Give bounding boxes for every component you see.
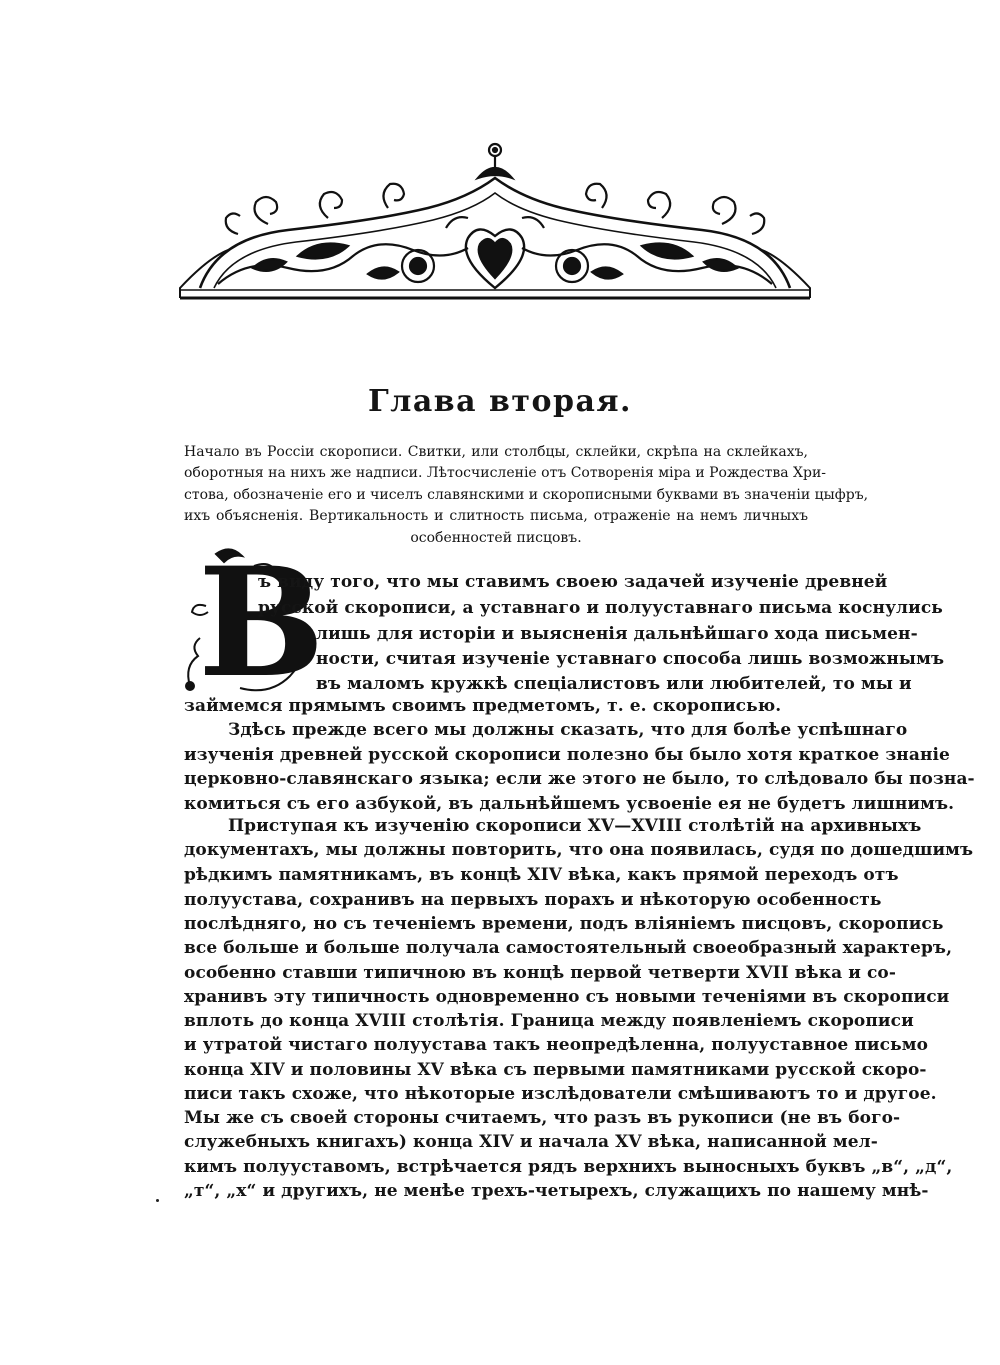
text-line: „т“, „х“ и другихъ, не менѣе трехъ-четырехъ, служащихъ по нашему мнѣ- bbox=[184, 1181, 929, 1201]
text-line: займемся прямымъ своимъ предметомъ, т. е. скорописью. bbox=[184, 696, 782, 716]
summary-line: особенностей писцовъ. bbox=[410, 529, 582, 546]
margin-speck bbox=[156, 1199, 159, 1202]
text-line: лишь для исторіи и выясненія дальнѣйшаго хода письмен- bbox=[316, 624, 918, 644]
text-line: Приступая къ изученію скорописи XV—XVIII столѣтій на архивныхъ bbox=[228, 816, 922, 836]
text-line: и утратой чистаго полуустава такъ неопредѣленна, полууставное письмо bbox=[184, 1035, 929, 1055]
text-line: полуустава, сохранивъ на первыхъ порахъ и нѣкоторую особенность bbox=[184, 890, 882, 910]
text-line: послѣдняго, но съ теченіемъ времени, подъ вліяніемъ писцовъ, скоропись bbox=[184, 914, 944, 934]
text-line: кимъ полууставомъ, встрѣчается рядъ верхнихъ выносныхъ буквъ „в“, „д“, bbox=[184, 1157, 953, 1177]
summary-line: оборотныя на нихъ же надписи. Лѣтосчисленіе отъ Сотворенія міра и Рождества Хри- bbox=[184, 465, 827, 482]
drop-cap-letter: В bbox=[198, 535, 325, 711]
text-line: комиться съ его азбукой, въ дальнѣйшемъ усвоеніе ея не будетъ лишнимъ. bbox=[184, 794, 955, 814]
text-line: хранивъ эту типичность одновременно съ новыми теченіями въ скорописи bbox=[184, 987, 950, 1007]
text-line: писи такъ схоже, что нѣкоторые изслѣдователи смѣшиваютъ то и другое. bbox=[184, 1084, 937, 1104]
text-line: изученія древней русской скорописи полезно бы было хотя краткое знаніе bbox=[184, 745, 950, 765]
text-line: ности, считая изученіе уставнаго способа лишь возможнымъ bbox=[316, 649, 945, 669]
text-line: Мы же съ своей стороны считаемъ, что разъ въ рукописи (не въ бого- bbox=[184, 1108, 901, 1128]
summary-line: Начало въ Россіи скорописи. Свитки, или столбцы, склейки, скрѣпа на склейкахъ, bbox=[184, 444, 808, 460]
text-line: особенно ставши типичною въ концѣ первой четверти XVII вѣка и со- bbox=[184, 963, 897, 983]
chapter-title: Глава вторая. bbox=[368, 384, 632, 419]
text-line: русской скорописи, а уставнаго и полууставнаго письма коснулись bbox=[258, 598, 943, 618]
summary-line: стова, обозначеніе его и чиселъ славянскими и скорописными буквами въ значеніи цыфръ, bbox=[184, 486, 869, 503]
text-line: служебныхъ книгахъ) конца XIV и начала XV вѣка, написанной мел- bbox=[184, 1132, 878, 1152]
text-line: церковно-славянскаго языка; если же этого не было, то слѣдовало бы позна- bbox=[184, 769, 975, 789]
text-line: конца XIV и половины XV вѣка съ первыми памятниками русской скоро- bbox=[184, 1060, 927, 1080]
summary-line: ихъ объясненія. Вертикальность и слитность письма, отраженіе на немъ личныхъ bbox=[184, 508, 808, 525]
text-line: все больше и больше получала самостоятельный своеобразный характеръ, bbox=[184, 938, 953, 958]
text-line: ъ виду того, что мы ставимъ своею задачей изученіе древней bbox=[258, 572, 888, 592]
text-line: въ маломъ кружкѣ спеціалистовъ или любителей, то мы и bbox=[316, 674, 912, 694]
text-line: рѣдкимъ памятникамъ, въ концѣ XIV вѣка, какъ прямой переходъ отъ bbox=[184, 865, 899, 885]
text-line: вплоть до конца XVIII столѣтія. Граница между появленіемъ скорописи bbox=[184, 1011, 914, 1031]
text-line: Здѣсь прежде всего мы должны сказать, что для болѣе успѣшнаго bbox=[228, 720, 908, 740]
text-line: документахъ, мы должны повторить, что она появилась, судя по дошедшимъ bbox=[184, 840, 974, 860]
